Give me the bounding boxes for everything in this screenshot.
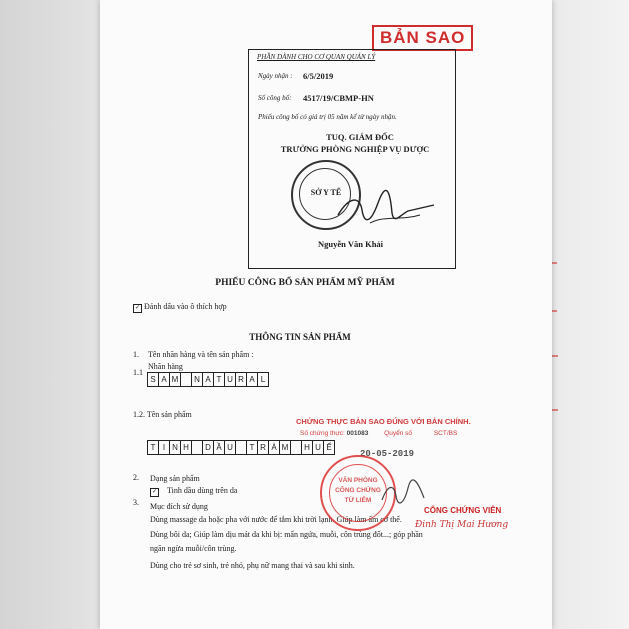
usage-line3: ngăn ngừa muỗi/côn trùng. [150, 544, 237, 553]
item2-value [150, 486, 237, 497]
letter-cell: R [236, 373, 247, 386]
background-right [552, 0, 629, 629]
background-left [0, 0, 100, 629]
number-value: 4517/19/CBMP-HN [303, 93, 374, 103]
notary-signature [378, 478, 428, 508]
letter-cell: Ầ [214, 441, 225, 454]
notary-book-label2: Quyển số [384, 430, 412, 437]
notary-office-line1: VĂN PHÒNG [338, 477, 378, 484]
usage-line4: Dùng cho trẻ sơ sinh, trẻ nhỏ, phụ nữ mang thai và sau khi sinh. [150, 561, 355, 570]
letter-cell: L [260, 375, 266, 384]
item2-number: 2. [133, 473, 139, 482]
item12-label: 1.2. Tên sản phẩm [133, 410, 192, 419]
copy-stamp: BẢN SAO [372, 25, 473, 51]
letter-cell: A [159, 373, 170, 386]
item3-label: Mục đích sử dụng [150, 502, 208, 511]
item1-label: Tên nhãn hàng và tên sản phẩm : [148, 350, 254, 359]
letter-cell: U [225, 373, 236, 386]
brand-name-cells [147, 372, 269, 387]
item2-label: Dạng sản phẩm [150, 474, 200, 483]
item11-number: 1.1 [133, 368, 143, 377]
notary-certify-line: CHỨNG THỰC BẢN SAO ĐÚNG VỚI BẢN CHÍNH. [296, 417, 471, 426]
letter-cell: D [203, 441, 214, 454]
letter-cell: U [225, 441, 236, 454]
letter-cell: A [203, 373, 214, 386]
notary-book-suffix: SCT/BS [433, 430, 458, 437]
letter-cell: T [148, 441, 159, 454]
item2-value-text: Tinh dầu dùng trên da [167, 486, 238, 495]
checked-box-icon: ✓ [151, 489, 158, 495]
letter-cell: H [302, 441, 313, 454]
check-note [133, 302, 227, 313]
notary-book-value: 001083 [346, 430, 369, 437]
section-title: THÔNG TIN SẢN PHẨM [249, 332, 351, 342]
product-name-cells [147, 440, 335, 455]
received-date-label: Ngày nhận : [258, 72, 293, 80]
checked-box-icon: ✓ [134, 305, 141, 311]
notary-number-row [300, 430, 457, 437]
notary-book-label: Số chứng thực: [300, 430, 345, 437]
received-date-value: 6/5/2019 [303, 71, 334, 81]
position-line2: TRƯỞNG PHÒNG NGHIỆP VỤ DƯỢC [280, 144, 430, 154]
signer-name: Nguyễn Văn Khải [318, 239, 384, 249]
notary-date: 20-05-2019 [360, 449, 415, 459]
number-label: Số công bố: [258, 94, 292, 102]
letter-cell: I [159, 441, 170, 454]
notary-name: Đinh Thị Mai Hương [415, 520, 509, 530]
letter-cell [236, 441, 247, 454]
letter-cell [291, 441, 302, 454]
letter-cell: R [258, 441, 269, 454]
letter-cell: N [192, 373, 203, 386]
letter-cell: Ế [326, 443, 332, 452]
item1-number: 1. [133, 350, 139, 359]
document-title: PHIẾU CÔNG BỐ SẢN PHẨM MỸ PHẨM [215, 278, 395, 288]
letter-cell: M [280, 441, 291, 454]
letter-cell: T [214, 373, 225, 386]
position-line1: TUQ. GIÁM ĐỐC [326, 132, 394, 142]
agency-box-header: PHẦN DÀNH CHO CƠ QUAN QUẢN LÝ [257, 53, 376, 61]
item3-number: 3. [133, 498, 139, 507]
director-signature [330, 185, 440, 235]
letter-cell [192, 441, 203, 454]
letter-cell [181, 373, 192, 386]
letter-cell: À [269, 441, 280, 454]
usage-line1: Dùng massage da hoặc pha với nước để tắm khi trời lạnh. Giúp làm ấm cơ thể. [150, 515, 402, 524]
letter-cell: N [170, 441, 181, 454]
agency-box [248, 49, 456, 269]
validity-note: Phiếu công bố có giá trị 05 năm kể từ ngày nhận. [258, 113, 397, 121]
check-note-text: Đánh dấu vào ô thích hợp [144, 302, 227, 311]
letter-cell: H [181, 441, 192, 454]
notary-office-line3: TỪ LIÊM [344, 497, 372, 504]
item11-label: Nhãn hàng [148, 362, 183, 371]
notary-office-line2: CÔNG CHỨNG [335, 487, 381, 494]
letter-cell: S [148, 373, 159, 386]
notary-role: CÔNG CHỨNG VIÊN [424, 506, 502, 515]
seal-label: SỞ Y TẾ [310, 188, 342, 197]
letter-cell: M [170, 373, 181, 386]
letter-cell: A [247, 373, 258, 386]
letter-cell: U [313, 441, 324, 454]
usage-line2: Dùng bôi da; Giúp làm dịu mát da khi bị: mẩn ngứa, muỗi, côn trùng đốt...; góp phần [150, 530, 423, 539]
letter-cell: T [247, 441, 258, 454]
